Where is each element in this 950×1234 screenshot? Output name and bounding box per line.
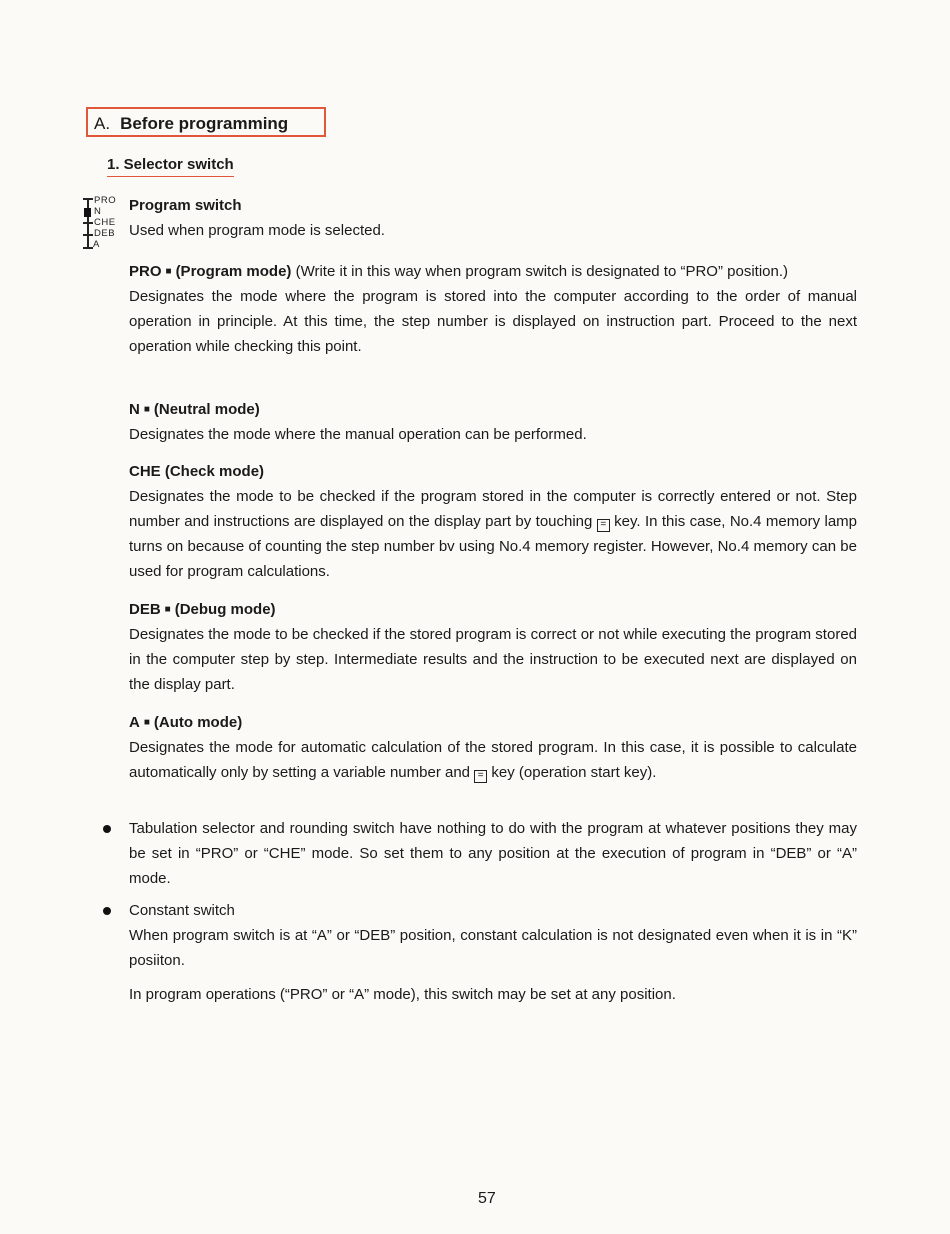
bullet-icon bbox=[103, 825, 111, 833]
switch-tick bbox=[83, 198, 93, 200]
neutral-mode-description: Designates the mode where the manual operation can be performed. bbox=[129, 426, 587, 443]
pro-mode-heading bbox=[129, 259, 857, 284]
pro-mode-title: (Program mode) bbox=[175, 263, 292, 280]
debug-mode-code: DEB bbox=[129, 601, 161, 618]
bullet-icon bbox=[103, 907, 111, 915]
equals-key-icon: = bbox=[474, 770, 487, 783]
neutral-mode-code: N bbox=[129, 401, 140, 418]
square-bullet-icon: ■ bbox=[165, 266, 172, 277]
auto-mode-text-after: key (operation start key). bbox=[491, 764, 657, 781]
neutral-mode-block bbox=[129, 397, 857, 447]
auto-mode-heading bbox=[129, 710, 857, 735]
constant-switch-note bbox=[129, 898, 857, 1007]
switch-tick bbox=[83, 247, 93, 249]
check-mode-text-after: key. In this case, No.4 memory lamp turns on because of counting the step number bv using No.4 memory register. However, No.4 memory can be used for program calculations. bbox=[129, 513, 857, 580]
check-mode-heading bbox=[129, 459, 857, 484]
switch-tick bbox=[83, 222, 93, 224]
square-bullet-icon: ■ bbox=[143, 404, 150, 415]
section-letter: A. bbox=[94, 114, 111, 133]
check-mode-text: Designates the mode to be checked if the program stored in the computer is correctly entered or not. Step number and instructions are displayed on the display part by touching bbox=[129, 488, 857, 530]
neutral-mode-title: (Neutral mode) bbox=[153, 401, 260, 418]
auto-mode-text: Designates the mode for automatic calculation of the stored program. In this case, it is possible to calculate automatically only by setting a variable number and bbox=[129, 739, 857, 781]
debug-mode-description: Designates the mode to be checked if the stored program is correct or not while executing the program stored in the computer step by step. Intermediate results and the instruction to be executed next are displayed on the display part. bbox=[129, 626, 857, 693]
check-mode-description bbox=[129, 484, 857, 584]
switch-tick bbox=[83, 234, 93, 236]
neutral-mode-heading bbox=[129, 397, 857, 422]
auto-mode-block bbox=[129, 710, 857, 785]
constant-switch-text-2: In program operations (“PRO” or “A” mode), this switch may be set at any position. bbox=[129, 986, 676, 1003]
constant-switch-title: Constant switch bbox=[129, 902, 235, 919]
page-number: 57 bbox=[478, 1190, 496, 1207]
auto-mode-code: A bbox=[129, 714, 140, 731]
program-switch-block bbox=[129, 193, 857, 243]
pro-mode-code: PRO bbox=[129, 263, 162, 280]
program-switch-title: Program switch bbox=[129, 197, 242, 214]
pro-mode-note: (Write it in this way when program switch is designated to “PRO” position.) bbox=[295, 263, 789, 280]
switch-knob bbox=[84, 208, 91, 217]
equals-key-icon: = bbox=[597, 519, 610, 532]
debug-mode-block bbox=[129, 597, 857, 697]
check-mode-title: (Check mode) bbox=[164, 463, 265, 480]
tabulation-text: Tabulation selector and rounding switch have nothing to do with the program at whatever positions they may be set in “PRO” or “CHE” mode. So set them to any position at the execution of program in “DEB” or “A” mode. bbox=[129, 820, 857, 887]
tabulation-note bbox=[129, 816, 857, 891]
check-mode-block bbox=[129, 459, 857, 584]
subsection-heading: 1. Selector switch bbox=[107, 156, 234, 177]
switch-position-pro: PRO bbox=[94, 195, 117, 206]
debug-mode-title: (Debug mode) bbox=[174, 601, 276, 618]
pro-mode-description: Designates the mode where the program is stored into the computer according to the order of manual operation in principle. At this time, the step number is displayed on instruction part. Proceed to the next operation while checking this point. bbox=[129, 288, 857, 355]
section-title: Before programming bbox=[120, 114, 289, 133]
pro-mode-block bbox=[129, 259, 857, 359]
section-heading bbox=[86, 107, 326, 137]
switch-position-a: A bbox=[93, 239, 100, 250]
square-bullet-icon: ■ bbox=[143, 717, 150, 728]
auto-mode-title: (Auto mode) bbox=[153, 714, 243, 731]
switch-position-deb: DEB bbox=[94, 228, 116, 239]
check-mode-code: CHE bbox=[129, 463, 161, 480]
debug-mode-heading bbox=[129, 597, 857, 622]
switch-position-n: N bbox=[94, 206, 102, 217]
auto-mode-description bbox=[129, 735, 857, 785]
program-switch-description: Used when program mode is selected. bbox=[129, 222, 385, 239]
square-bullet-icon: ■ bbox=[164, 604, 171, 615]
selector-switch-diagram bbox=[83, 196, 123, 256]
constant-switch-text: When program switch is at “A” or “DEB” position, constant calculation is not designated even when it is in “K” posiiton. bbox=[129, 927, 857, 969]
switch-position-che: CHE bbox=[94, 217, 116, 228]
